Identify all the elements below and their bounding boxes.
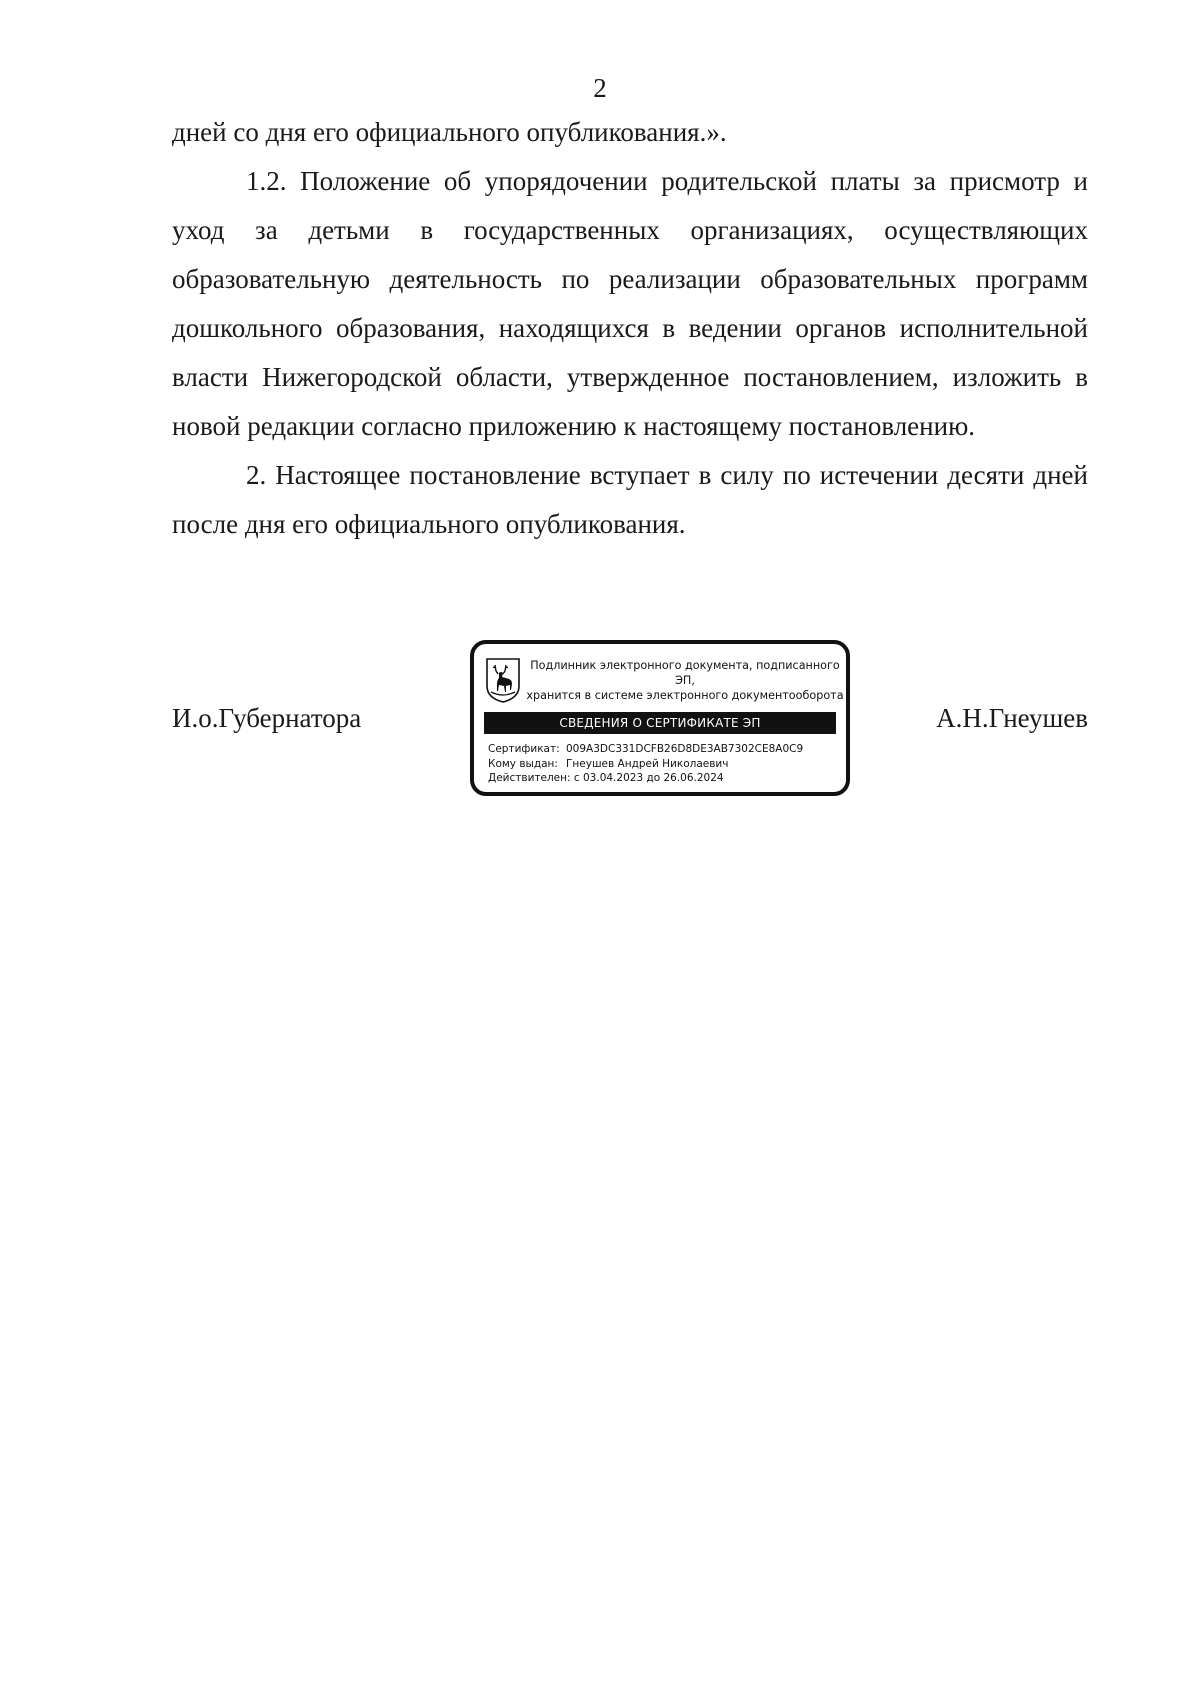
- issued-to-value: Гнеушев Андрей Николаевич: [566, 757, 729, 770]
- signer-position: И.о.Губернатора: [172, 703, 362, 733]
- deer-coat-of-arms-icon: [484, 656, 522, 704]
- paragraph-item-1-2: 1.2. Положение об упорядочении родительской платы за присмотр и уход за детьми в государственных организациях, осуществляющих образовательную деятельность по реализации образовательных программ дошкольного образования, находящихся в ведении органов исполнительной власти Нижегородской области, утвержденное постановлением, изложить в новой редакции согласно приложению к настоящему постановлению.: [172, 166, 1088, 441]
- paragraph-item-2: 2. Настоящее постановление вступает в силу по истечении десяти дней после дня его официального опубликования.: [172, 460, 1088, 539]
- issued-to-row: [488, 757, 840, 772]
- certificate-value: 009A3DC331DCFB26D8DE3AB7302CE8A0C9: [566, 743, 804, 755]
- stamp-header: [524, 658, 846, 703]
- document-body: [172, 108, 1088, 549]
- stamp-details: [488, 742, 840, 786]
- stamp-certificate-bar: СВЕДЕНИЯ О СЕРТИФИКАТЕ ЭП: [484, 712, 836, 734]
- certificate-row: [488, 742, 840, 757]
- page-number: 2: [593, 73, 607, 103]
- electronic-signature-stamp: [470, 640, 850, 796]
- validity-value: с 03.04.2023 до 26.06.2024: [573, 772, 724, 784]
- stamp-header-line2: хранится в системе электронного документооборота: [526, 689, 844, 702]
- issued-to-label: Кому выдан:: [488, 757, 558, 770]
- stamp-header-line1: Подлинник электронного документа, подписанного ЭП,: [530, 659, 840, 687]
- validity-row: [488, 771, 840, 786]
- validity-label: Действителен:: [488, 772, 571, 784]
- signer-name: А.Н.Гнеушев: [936, 703, 1088, 733]
- certificate-label: Сертификат:: [488, 743, 560, 755]
- signature-block: [172, 640, 1088, 810]
- paragraph-continuation: дней со дня его официального опубликования.».: [172, 117, 727, 147]
